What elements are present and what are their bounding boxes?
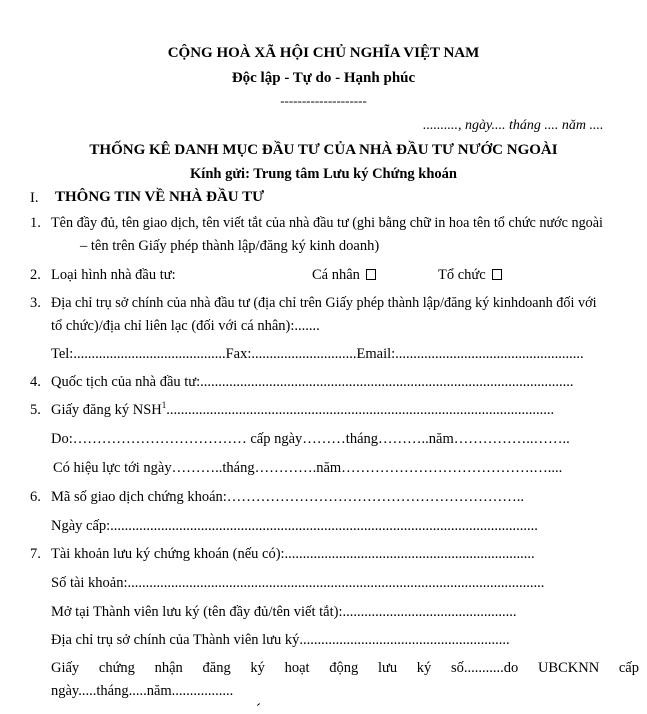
item-number: 4. <box>30 374 41 390</box>
option-organization[interactable] <box>438 267 502 284</box>
custody-cert-date-field[interactable]: ngày.....tháng.....năm................. <box>51 683 234 699</box>
custody-cert-field[interactable]: Giấy chứng nhận đăng ký hoạt động lưu ký số...........do UBCKNN cấp <box>51 660 639 676</box>
item-number: 1. <box>30 215 41 231</box>
custody-account-field[interactable]: Tài khoản lưu ký chứng khoán (nếu có):..................................................................... <box>51 546 535 562</box>
ownership-cert-label: Giấy đăng ký NSH <box>51 402 162 418</box>
item-1-text: Tên đầy đủ, tên giao dịch, tên viết tắt của nhà đầu tư (ghi bằng chữ in hoa tên tổ chức nước ngoài <box>51 215 603 231</box>
separator: -------------------- <box>280 93 367 108</box>
item-number: 5. <box>30 402 41 418</box>
valid-until-field[interactable]: Có hiệu lực tới ngày………..tháng………….năm………………………………….….... <box>53 460 563 476</box>
item-number: 6. <box>30 489 41 505</box>
item-number: 3. <box>30 295 41 311</box>
option-individual[interactable] <box>312 267 376 284</box>
section-heading: THÔNG TIN VỀ NHÀ ĐẦU TƯ <box>55 189 265 205</box>
issue-date-field[interactable]: Ngày cấp:...................................................................................................................... <box>51 518 538 534</box>
investor-type-label: Loại hình nhà đầu tư: <box>51 267 176 283</box>
footnote-ref: 1 <box>161 400 167 411</box>
issued-by-field[interactable]: Do:……………………………… cấp ngày………tháng………..năm……………..…….. <box>51 431 570 447</box>
tel-field[interactable] <box>51 346 584 363</box>
section-number: I. <box>30 190 39 206</box>
account-number-field[interactable]: Số tài khoản:................................................................................................................... <box>51 575 545 591</box>
tel-label: Tel:.......................................... <box>51 346 226 362</box>
cutoff-glyph <box>257 703 260 706</box>
checkbox-organization[interactable] <box>492 269 502 280</box>
ownership-cert-dots: ........................................................................................................... <box>166 402 555 418</box>
option-organization-label: Tổ chức <box>438 267 486 283</box>
email-label: Email:.................................................... <box>356 346 584 362</box>
nation-heading: CỘNG HOÀ XÃ HỘI CHỦ NGHĨA VIỆT NAM <box>167 45 480 61</box>
fax-label: Fax:............................. <box>225 346 357 362</box>
item-number: 2. <box>30 267 41 283</box>
item-3-text: Địa chỉ trụ sở chính của nhà đầu tư (địa chỉ trên Giấy phép thành lập/đăng ký kinhdoanh đối với <box>51 295 597 311</box>
custody-member-address-field[interactable]: Địa chỉ trụ sở chính của Thành viên lưu ký.......................................................... <box>51 632 510 648</box>
trading-code-field[interactable]: Mã số giao dịch chứng khoán:…………………………………………………….. <box>51 489 525 505</box>
nationality-field[interactable]: Quốc tịch của nhà đầu tư:....................................................................................................... <box>51 374 574 390</box>
recipient: Kính gửi: Trung tâm Lưu ký Chứng khoán <box>190 166 457 182</box>
custody-member-field[interactable]: Mở tại Thành viên lưu ký (tên đầy đủ/tên viết tắt):................................................ <box>51 604 517 620</box>
item-3-text-cont: tổ chức)/địa chỉ liên lạc (đối với cá nhân):....... <box>51 318 320 334</box>
option-individual-label: Cá nhân <box>312 267 360 283</box>
checkbox-individual[interactable] <box>366 269 376 280</box>
document-title: THỐNG KÊ DANH MỤC ĐẦU TƯ CỦA NHÀ ĐẦU TƯ NƯỚC NGOÀI <box>89 142 558 158</box>
date-line: .........., ngày.... tháng .... năm .... <box>423 118 604 133</box>
item-1-text-cont: – tên trên Giấy phép thành lập/đăng ký kinh doanh) <box>80 238 380 254</box>
motto: Độc lập - Tự do - Hạnh phúc <box>231 70 416 86</box>
ownership-cert-field[interactable] <box>51 402 554 419</box>
item-number: 7. <box>30 546 41 562</box>
